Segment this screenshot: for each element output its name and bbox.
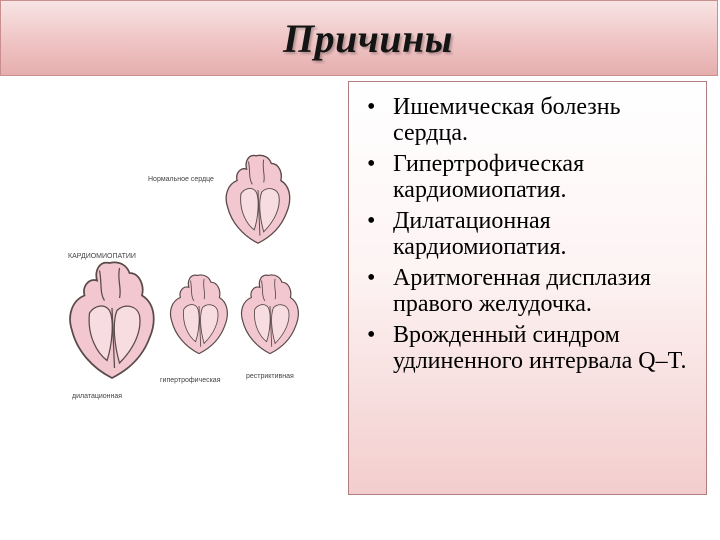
caption-dilated: дилатационная <box>72 393 123 400</box>
bullet-icon: • <box>367 265 376 291</box>
slide-title: Причины <box>283 16 454 61</box>
caption-cardiomyopathy: КАРДИОМИОПАТИИ <box>68 253 136 260</box>
list-item: • Дилатационная кардиомиопатия. <box>367 208 567 260</box>
causes-list <box>359 94 696 374</box>
hearts-diagram <box>60 150 310 410</box>
list-item: • Врожденный синдром удлиненного интервала Q–T. <box>367 322 687 374</box>
bullet-icon: • <box>367 208 376 234</box>
normal-heart <box>226 155 290 243</box>
list-item: • Аритмогенная дисплазия правого желудочка. <box>367 265 651 317</box>
title-bar <box>0 0 718 76</box>
causes-box <box>348 81 707 495</box>
list-item: • Ишемическая болезнь сердца. <box>367 94 621 146</box>
bullet-icon: • <box>367 94 376 120</box>
heart-illustration <box>60 150 310 410</box>
bullet-icon: • <box>367 322 376 348</box>
list-item: • Гипертрофическая кардиомиопатия. <box>367 151 585 203</box>
hypertrophic-heart <box>170 275 227 354</box>
caption-hypertrophic: гипертрофическая <box>160 377 221 384</box>
caption-normal: Нормальное сердце <box>148 176 214 183</box>
bullet-icon: • <box>367 151 376 177</box>
restrictive-heart <box>241 275 298 354</box>
caption-restrictive: рестриктивная <box>246 373 294 380</box>
dilated-heart <box>70 262 154 378</box>
